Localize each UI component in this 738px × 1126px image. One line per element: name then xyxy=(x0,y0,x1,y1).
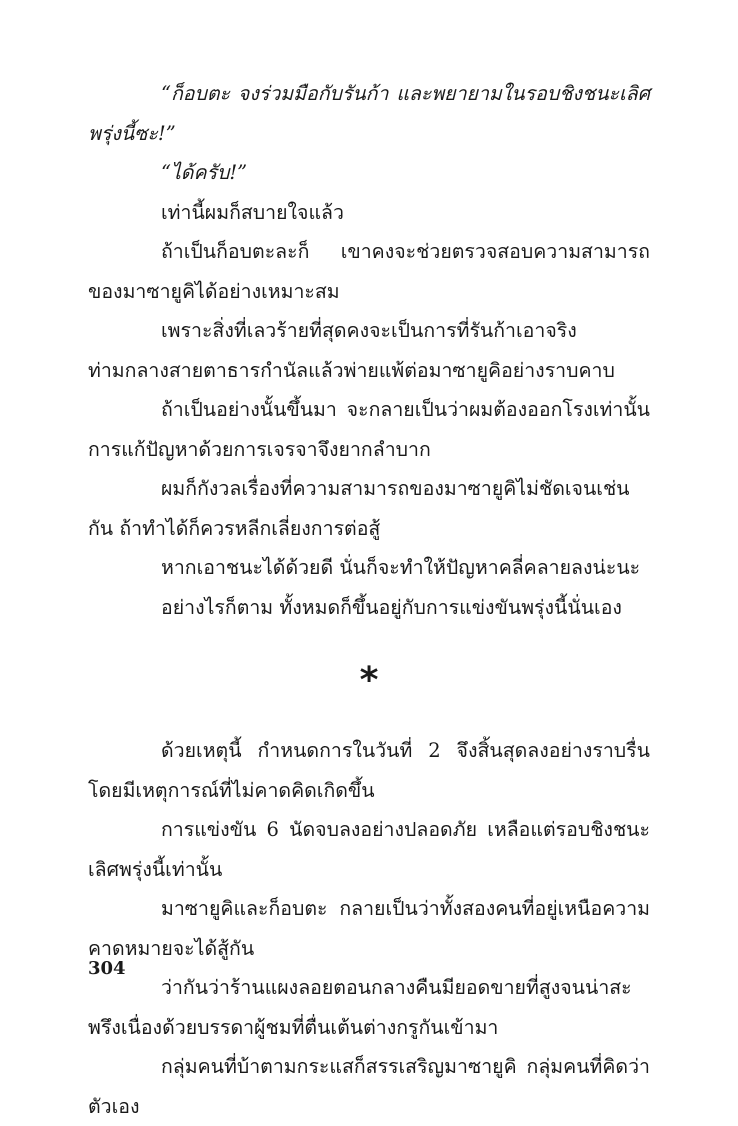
paragraph: ถ้าเป็นก็อบตะละก็ เขาคงจะช่วยตรวจสอบความสามารถของมาซายูคิได้อย่างเหมาะสม xyxy=(88,240,650,303)
paragraph: ผมก็กังวลเรื่องที่ความสามารถของมาซายูคิไม่ชัดเจนเช่นกัน ถ้าทำได้ก็ควรหลีกเลี่ยงการต่อสู้ xyxy=(88,477,630,540)
text-section-2 xyxy=(88,731,650,1126)
scene-separator xyxy=(88,641,650,721)
text-section-1 xyxy=(88,74,650,627)
separator-asterisk: * xyxy=(359,660,379,701)
paragraph: เท่านี้ผมก็สบายใจแล้ว xyxy=(161,200,344,224)
paragraph: กลุ่มคนที่บ้าตามกระแสก็สรรเสริญมาซายูคิ กลุ่มคนที่คิดว่าตัวเอง xyxy=(88,1055,650,1118)
page-number: 304 xyxy=(88,958,126,979)
paragraph: หากเอาชนะได้ด้วยดี นั่นก็จะทำให้ปัญหาคลี่คลายลงน่ะนะ xyxy=(161,556,641,579)
paragraph: การแข่งขัน 6 นัดจบลงอย่างปลอดภัย เหลือแต่รอบชิงชนะเลิศพรุ่งนี้เท่านั้น xyxy=(88,818,650,881)
paragraph: อย่างไรก็ตาม ทั้งหมดก็ขึ้นอยู่กับการแข่งขันพรุ่งนี้นั่นเอง xyxy=(161,595,622,619)
page-body xyxy=(88,74,650,1126)
paragraph: ว่ากันว่าร้านแผงลอยตอนกลางคืนมียอดขายที่สูงจนน่าสะพรึงเนื่องด้วยบรรดาผู้ชมที่ตื่นเต้นต่างกรูกันเข้ามา xyxy=(88,976,632,1039)
paragraph: “ได้ครับ!” xyxy=(161,161,248,184)
paragraph: เพราะสิ่งที่เลวร้ายที่สุดคงจะเป็นการที่รันก้าเอาจริงท่ามกลางสายตาธารกำนัลแล้วพ่ายแพ้ต่อมาซายูคิอย่างราบคาบ xyxy=(88,319,615,382)
paragraph: “ก็อบตะ จงร่วมมือกับรันก้า และพยายามในรอบชิงชนะเลิศพรุ่งนี้ซะ!” xyxy=(88,82,650,145)
paragraph: ถ้าเป็นอย่างนั้นขึ้นมา จะกลายเป็นว่าผมต้องออกโรงเท่านั้น การแก้ปัญหาด้วยการเจรจาจึงยากลำบาก xyxy=(88,398,650,461)
paragraph: มาซายูคิและก็อบตะ กลายเป็นว่าทั้งสองคนที่อยู่เหนือความคาดหมายจะได้สู้กัน xyxy=(88,897,650,960)
paragraph: ด้วยเหตุนี้ กำหนดการในวันที่ 2 จึงสิ้นสุดลงอย่างราบรื่น โดยมีเหตุการณ์ที่ไม่คาดคิดเกิดขึ้น xyxy=(88,739,650,802)
